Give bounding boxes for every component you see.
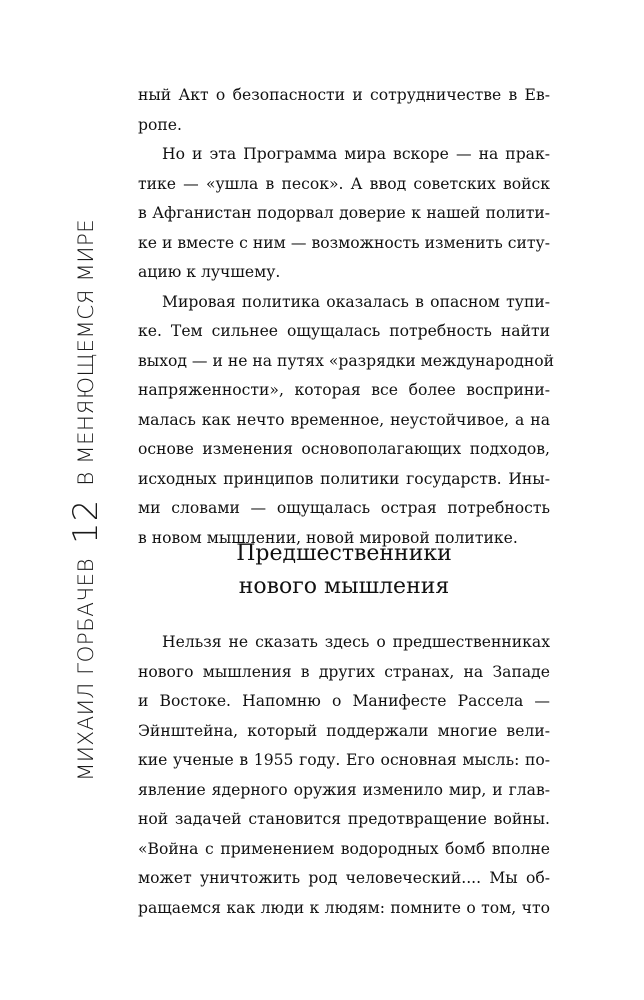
text-line: в Афганистан подорвал доверие к нашей полити- <box>138 204 550 222</box>
section-heading <box>138 537 550 603</box>
text-line: ропе. <box>138 115 182 134</box>
text-line: напряженности», которая все более восприни- <box>138 381 550 399</box>
section-heading-line-1: Предшественники <box>236 541 452 566</box>
text-line: в новом мышлении, новой мировой политике. <box>138 528 518 547</box>
text-line: может уничтожить род человеческий.... Мы об- <box>138 869 550 887</box>
text-line: Мировая политика оказалась в опасном тупи- <box>162 292 550 311</box>
section-heading-line-2: нового мышления <box>238 574 450 599</box>
body-text-bottom <box>138 628 550 923</box>
text-line: ке и вместе с ним — возможность изменить ситу- <box>138 233 550 252</box>
text-line: и Востоке. Напомню о Манифесте Рассела — <box>138 692 550 710</box>
text-line: ацию к лучшему. <box>138 263 281 281</box>
text-line: Но и эта Программа мира вскоре — на прак- <box>162 145 550 163</box>
running-head-book-title: В МЕНЯЮЩЕМСЯ МИРЕ <box>73 218 99 486</box>
text-line: Нельзя не сказать здесь о предшественниках <box>162 633 550 651</box>
text-line: ми словами — ощущалась острая потребность <box>138 499 550 517</box>
text-line: «Война с применением водородных бомб вполне <box>138 839 550 858</box>
page-number: 12 <box>66 498 106 544</box>
text-line: ной задачей становится предотвращение войны. <box>138 810 550 828</box>
text-line: ке. Тем сильнее ощущалась потребность найти <box>138 322 550 340</box>
text-line: кие ученые в 1955 году. Его основная мысль: по- <box>138 751 550 769</box>
text-line: основе изменения основополагающих подходов, <box>138 440 550 458</box>
text-line: тике — «ушла в песок». А ввод советских войск <box>138 174 550 193</box>
text-line: исходных принципов политики государств. Ины- <box>138 469 550 488</box>
running-head-author: МИХАИЛ ГОРБАЧЕВ <box>73 557 99 782</box>
text-line: Эйнштейна, который поддержали многие вели- <box>138 721 550 740</box>
text-line: ращаемся как люди к людям: помните о том, что <box>138 898 550 917</box>
text-line: явление ядерного оружия изменило мир, и глав- <box>138 780 550 799</box>
body-text-top <box>138 81 554 553</box>
text-line: нового мышления в других странах, на Западе <box>138 662 550 681</box>
text-line: ный Акт о безопасности и сотрудничестве в Ев- <box>138 86 550 104</box>
text-line: выход — и не на путях «разрядки международной <box>138 351 554 370</box>
text-line: малась как нечто временное, неустойчивое, а на <box>138 410 550 429</box>
